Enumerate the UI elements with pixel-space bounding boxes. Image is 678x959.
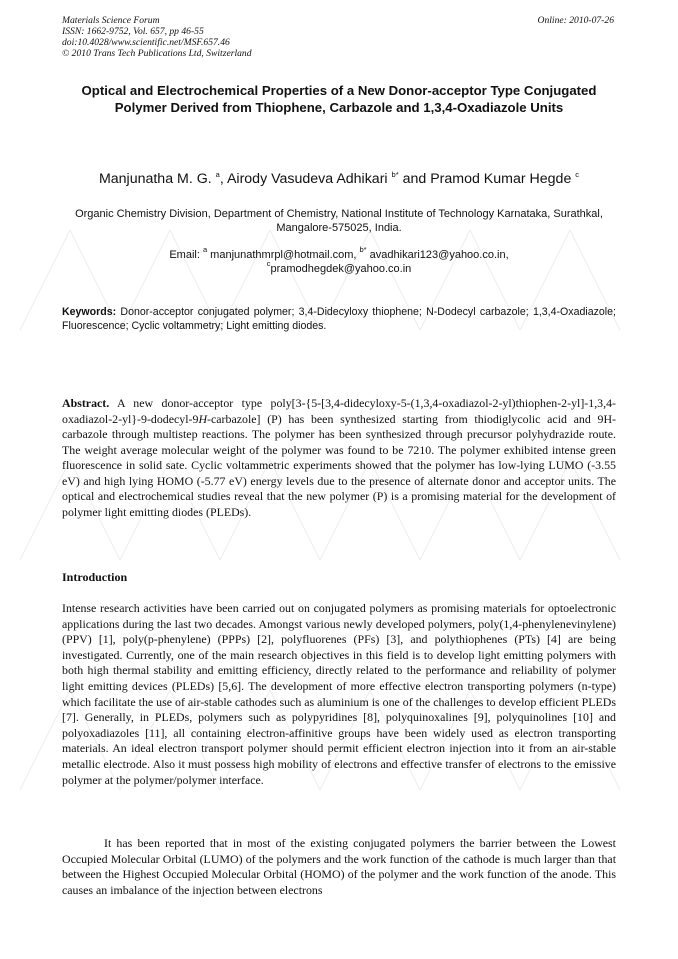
keywords-block bbox=[62, 305, 616, 333]
email-marker: b* bbox=[359, 245, 367, 254]
email-marker: c bbox=[266, 259, 271, 268]
email-label: Email: bbox=[169, 249, 203, 261]
author-name: Pramod Kumar Hegde bbox=[430, 171, 572, 187]
abstract-text: A new donor-acceptor type poly[3-{5-[3,4-didecyloxy-5-(1,3,4-oxadiazol-2-yl)thiophen-2-yl]-1,3,4-oxadiazol-2-yl}-9-dodecyl-9 bbox=[62, 396, 616, 426]
author-separator: , bbox=[219, 171, 227, 187]
abstract-italic-text: H bbox=[198, 411, 208, 426]
email-address[interactable]: avadhikari123@yahoo.co.in, bbox=[366, 249, 509, 261]
author-affiliation-marker: b* bbox=[391, 170, 399, 179]
introduction-paragraph: It has been reported that in most of the existing conjugated polymers the barrier between the Lowest Occupied Molecular Orbital (LUMO) of the polymers and the work function of the cathode is much larger than that between the Highest Occupied Molecular Orbital (HOMO) of the polymer and the work function of the anode. This causes an imbalance of the injection between electrons bbox=[62, 836, 616, 897]
author-name: Manjunatha M. G. bbox=[98, 171, 212, 187]
author-separator: and bbox=[398, 171, 431, 187]
author-list bbox=[62, 170, 616, 188]
email-address[interactable]: pramodhegdek@yahoo.co.in bbox=[270, 263, 412, 275]
author-emails bbox=[62, 245, 616, 276]
author-affiliation: Organic Chemistry Division, Department of Chemistry, National Institute of Technology Karnataka, Surathkal, Mangalore-575025, India. bbox=[75, 208, 603, 234]
online-date: Online: 2010-07-26 bbox=[537, 15, 614, 26]
abstract-text: -carbazole] (P) has been synthesized starting from thiodiglycolic acid and 9H-carbazole through multistep reactions. The polymer has been synthesized through precursor polyhydrazide route. The weight average molecular weight of the polymer was found to be 7210. The polymer exhibited intense green fluorescence in solid sate. Cyclic voltammetric experiments showed that the polymer has low-lying LUMO (-3.55 eV) and high lying HOMO (-5.77 eV) energy levels due to the presence of alternate donor and acceptor units. The optical and electrochemical studies reveal that the new polymer (P) is a promising material for the development of polymer light emitting diodes (PLEDs). bbox=[62, 411, 616, 519]
abstract-label: Abstract. bbox=[62, 396, 110, 410]
email-marker: a bbox=[202, 245, 208, 254]
journal-doi: doi:10.4028/www.scientific.net/MSF.657.46 bbox=[62, 37, 230, 48]
journal-issn: ISSN: 1662-9752, Vol. 657, pp 46-55 bbox=[62, 26, 204, 37]
keywords-text: Donor-acceptor conjugated polymer; 3,4-Didecyloxy thiophene; N-Dodecyl carbazole; 1,3,4-Oxadiazole; Fluorescence; Cyclic voltammetry; Light emitting diodes. bbox=[62, 306, 616, 332]
journal-copyright: © 2010 Trans Tech Publications Ltd, Switzerland bbox=[62, 48, 252, 59]
author-affiliation-marker: a bbox=[215, 170, 220, 179]
journal-header bbox=[62, 15, 614, 59]
author-affiliation-marker: c bbox=[575, 170, 580, 179]
journal-name: Materials Science Forum bbox=[62, 15, 160, 26]
introduction-paragraph: Intense research activities have been carried out on conjugated polymers as promising materials for optoelectronic applications during the last two decades. Amongst various newly developed polymers, poly(1,4-phenylenevinylene) (PPV) [1], poly(p-phenylene) (PPPs) [2], polyfluorenes (PFs) [3], and polythiophenes (PTs) [4] are being investigated. Currently, one of the main research objectives in this field is to develop light emitting polymers with both high thermal stability and emitting efficiency, directly related to the performance and reliability of polymer light emitting devices (PLEDs) [5,6]. The development of more effective electron transporting polymers (n-type) which facilitate the use of air-stable cathodes such as aluminium is one of the challenges to develop efficient PLEDs [7]. Generally, in PLEDs, polymers such as polypyridines [8], polyquinoxalines [9], polyquinolines [10] and polyoxadiazoles [11], all containing electron-affinitive groups have been widely used as electron transporting materials. An ideal electron transport polymer should permit efficient electron injection into it from an air-stable metallic electrode. Also it must possess high mobility of electrons and effective transfer of electrons to the emissive polymer at the polymer/polymer interface. bbox=[62, 601, 616, 787]
email-address[interactable]: manjunathmrpl@hotmail.com, bbox=[207, 249, 360, 261]
abstract-block bbox=[62, 396, 616, 520]
introduction-heading: Introduction bbox=[62, 570, 128, 584]
paper-title: Optical and Electrochemical Properties of a New Donor-acceptor Type Conjugated Polymer Derived from Thiophene, Carbazole and 1,3,4-Oxadiazole Units bbox=[81, 83, 597, 115]
author-name: Airody Vasudeva Adhikari bbox=[226, 171, 388, 187]
keywords-label: Keywords: bbox=[62, 306, 117, 318]
